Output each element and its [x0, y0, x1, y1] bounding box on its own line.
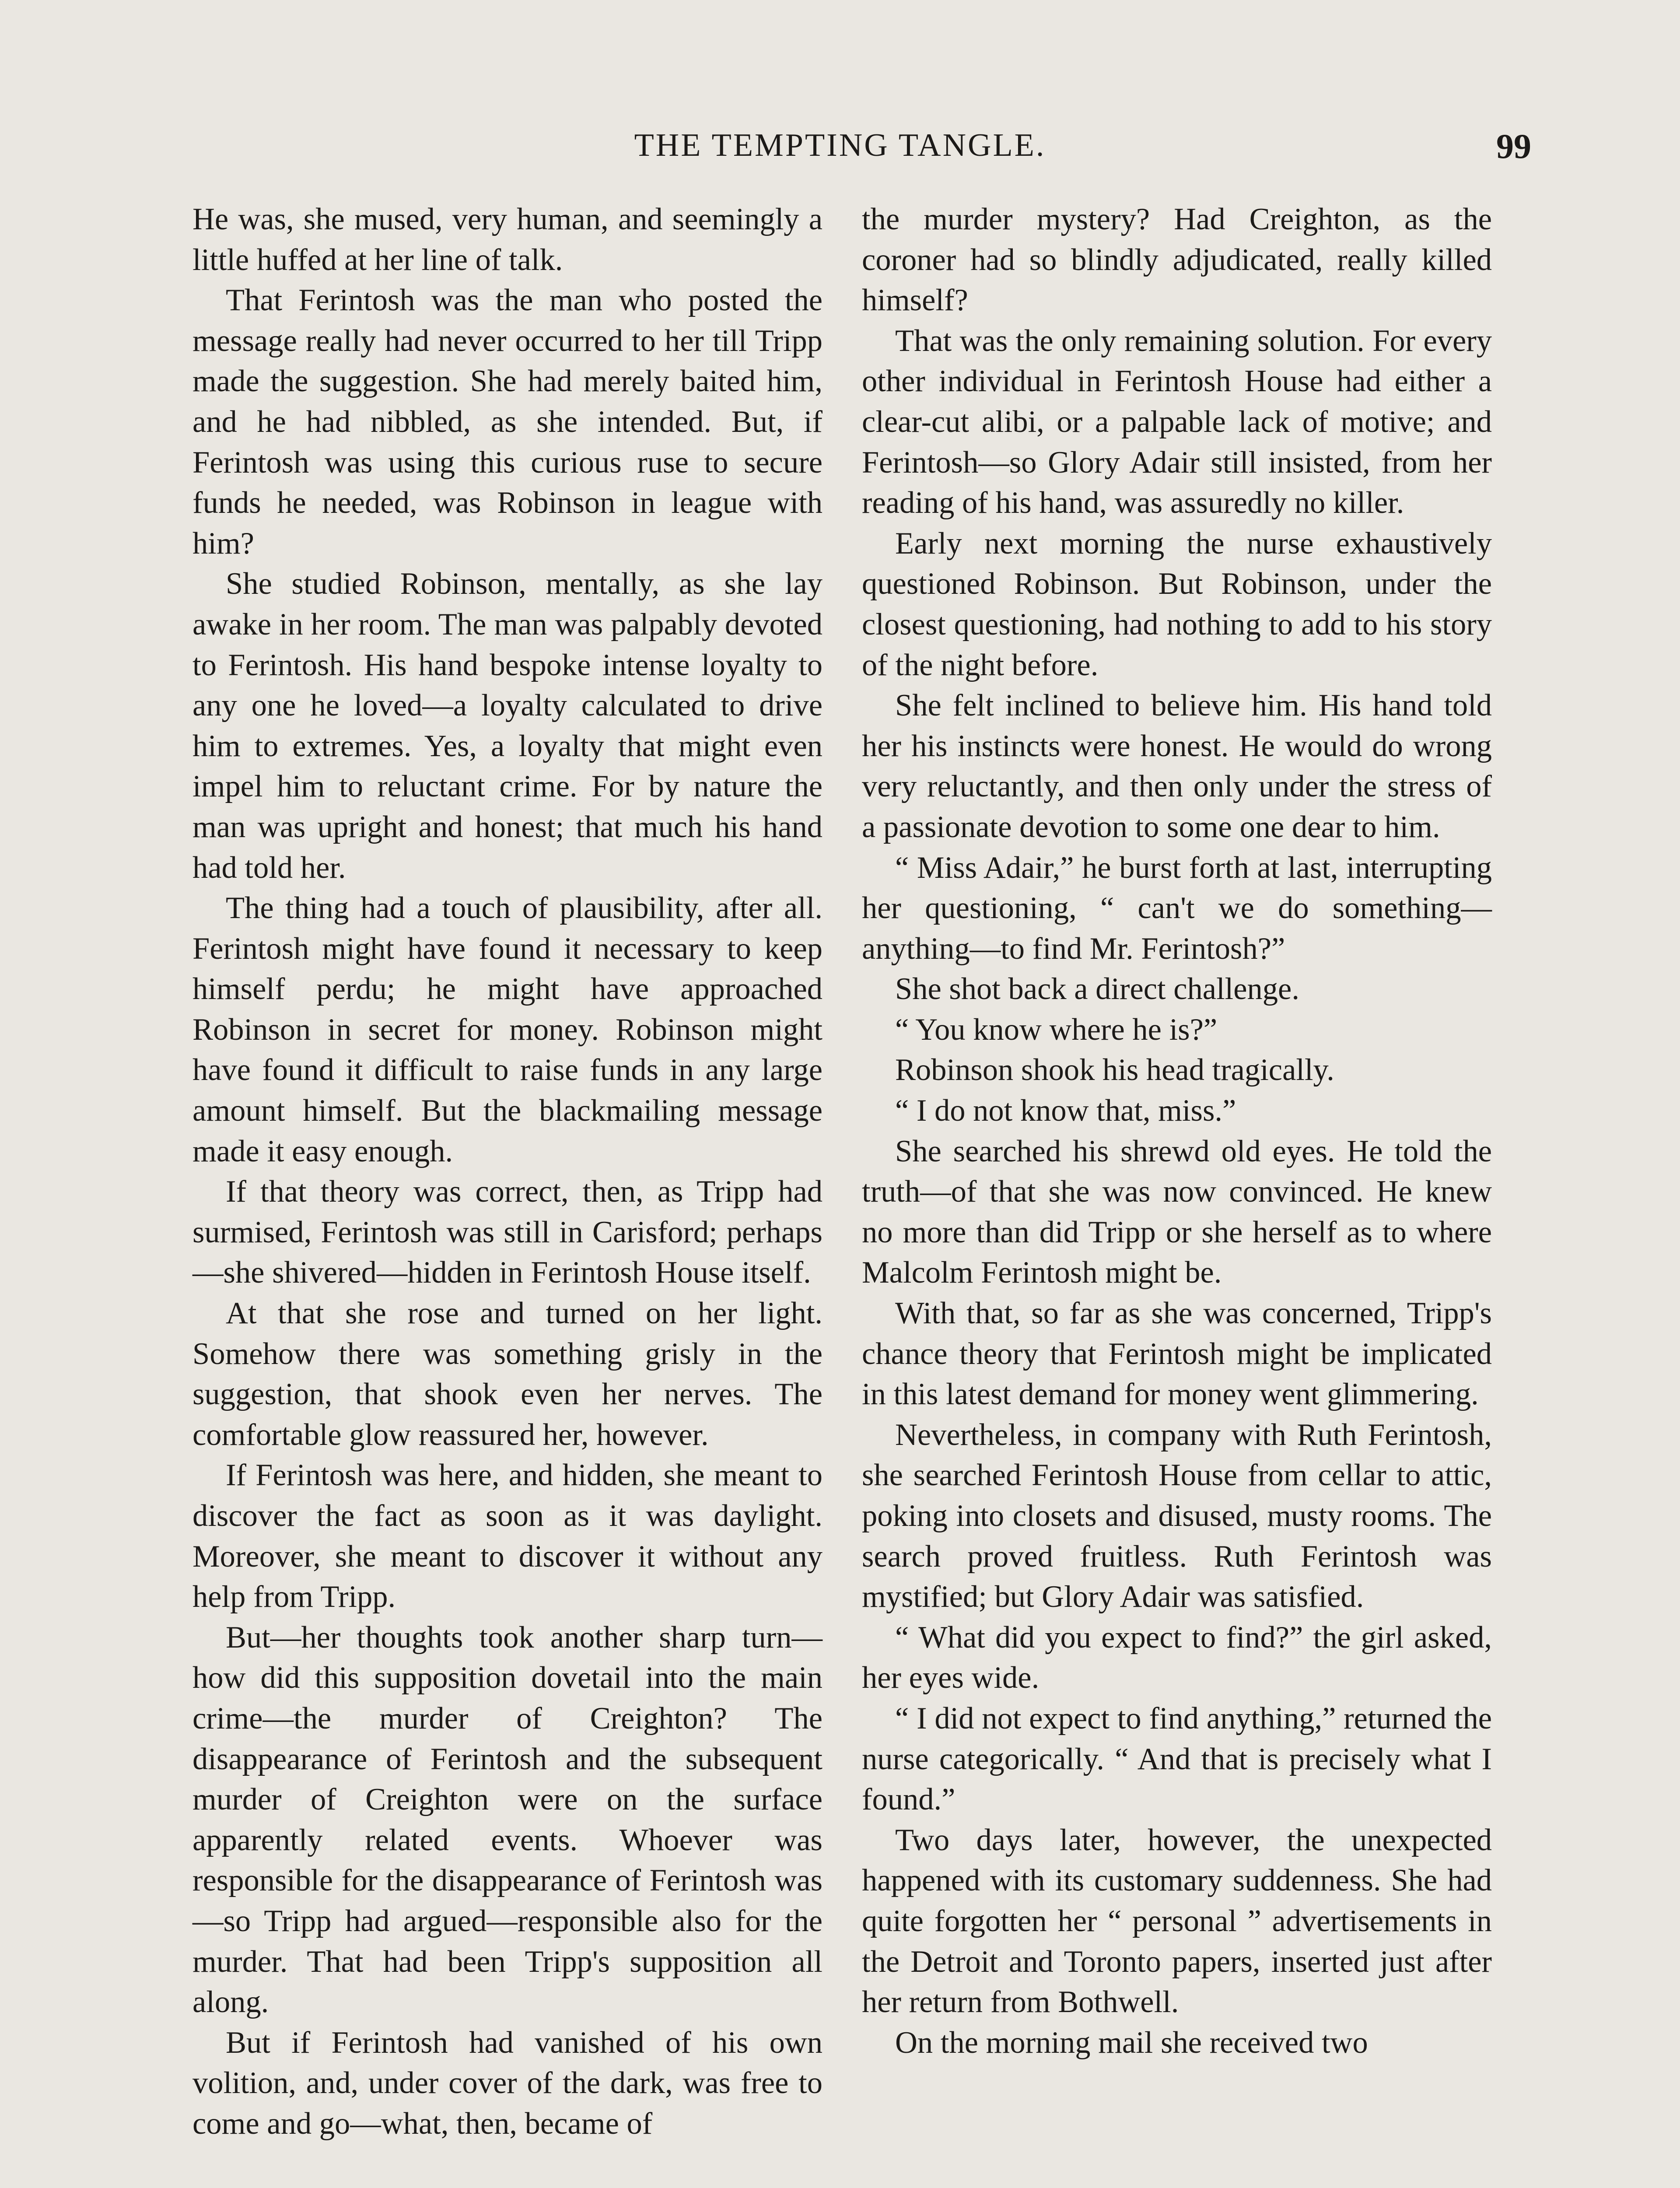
paragraph: But if Ferintosh had vanished of his own volition, and, under cover of the dark, was free to come and go—what, then, became of: [192, 2025, 822, 2141]
paragraph: That was the only remaining solution. For every other individual in Ferintosh House had either a clear-cut alibi, or a palpable lack of motive; and Ferintosh—so Glory Adair still insisted, from her reading of his hand, was assuredly no killer.: [862, 323, 1492, 520]
paragraph: That Ferintosh was the man who posted the message really had never occurred to her till Tripp made the suggestion. She had merely baited him, and he had nibbled, as she intended. But, if Ferintosh was using this curious ruse to secure funds he needed, was Robinson in league with him?: [192, 283, 822, 561]
paragraph: Two days later, however, the unexpected happened with its customary suddenness. She had quite forgotten her “ personal ” advertisements in the Detroit and Toronto papers, inserted just after her return from Bothwell.: [862, 1823, 1492, 2020]
paragraph: “ You know where he is?”: [895, 1012, 1218, 1047]
paragraph: If Ferintosh was here, and hidden, she meant to discover the fact as soon as it was daylight. Moreover, she meant to discover it without any help from Tripp.: [192, 1458, 822, 1614]
chapter-title: THE TEMPTING TANGLE.: [634, 127, 1046, 163]
paragraph: She shot back a direct challenge.: [895, 972, 1299, 1006]
paragraph: “ I did not expect to find anything,” returned the nurse categorically. “ And that is precisely what I found.”: [862, 1701, 1492, 1817]
paragraph: “ Miss Adair,” he burst forth at last, interrupting her questioning, “ can't we do something—anything—to find Mr. Ferintosh?”: [862, 850, 1492, 966]
paragraph: On the morning mail she received two: [895, 2025, 1368, 2060]
paragraph: With that, so far as she was concerned, Tripp's chance theory that Ferintosh might be implicated in this latest demand for money went glimmering.: [862, 1296, 1492, 1412]
paragraph: She felt inclined to believe him. His hand told her his instincts were honest. He would do wrong very reluctantly, and then only under the stress of a passionate devotion to some one dear to him.: [862, 688, 1492, 844]
paragraph: She searched his shrewd old eyes. He told the truth—of that she was now convinced. He knew no more than did Tripp or she herself as to where Malcolm Ferintosh might be.: [862, 1134, 1492, 1290]
paragraph: At that she rose and turned on her light. Somehow there was something grisly in the suggestion, that shook even her nerves. The comfortable glow reassured her, however.: [192, 1296, 822, 1452]
paragraph: Robinson shook his head tragically.: [895, 1053, 1334, 1087]
running-head: [0, 127, 1680, 179]
paragraph: He was, she mused, very human, and seemingly a little huffed at her line of talk.: [192, 202, 822, 277]
paragraph: the murder mystery? Had Creighton, as the coroner had so blindly adjudicated, really killed himself?: [862, 202, 1492, 318]
paragraph: Nevertheless, in company with Ruth Ferintosh, she searched Ferintosh House from cellar to attic, poking into closets and disused, musty rooms. The search proved fruitless. Ruth Ferintosh was mystified; but Glory Adair was satisfied.: [862, 1417, 1492, 1614]
paragraph: “ What did you expect to find?” the girl asked, her eyes wide.: [862, 1620, 1492, 1695]
paragraph: But—her thoughts took another sharp turn—how did this supposition dovetail into the main crime—the murder of Creighton? The disappearance of Ferintosh and the subsequent murder of Creighton were on the surface apparently related events. Whoever was responsible for the disappearance of Ferintosh was—so Tripp had argued—responsible also for the murder. That had been Tripp's supposition all along.: [192, 1620, 822, 2020]
left-column: [192, 199, 822, 2144]
page-number: 99: [1496, 127, 1531, 166]
paragraph: She studied Robinson, mentally, as she lay awake in her room. The man was palpably devoted to Ferintosh. His hand bespoke intense loyalty to any one he loved—a loyalty calculated to drive him to extremes. Yes, a loyalty that might even impel him to reluctant crime. For by nature the man was upright and honest; that much his hand had told her.: [192, 567, 822, 885]
right-column: [862, 199, 1492, 2063]
paragraph: “ I do not know that, miss.”: [895, 1094, 1236, 1128]
paragraph: If that theory was correct, then, as Tripp had surmised, Ferintosh was still in Carisford; perhaps—she shivered—hidden in Ferintosh House itself.: [192, 1175, 822, 1290]
paragraph: The thing had a touch of plausibility, after all. Ferintosh might have found it necessary to keep himself perdu; he might have approached Robinson in secret for money. Robinson might have found it difficult to raise funds in any large amount himself. But the blackmailing message made it easy enough.: [192, 891, 822, 1168]
paragraph: Early next morning the nurse exhaustively questioned Robinson. But Robinson, under the closest questioning, had nothing to add to his story of the night before.: [862, 526, 1492, 682]
